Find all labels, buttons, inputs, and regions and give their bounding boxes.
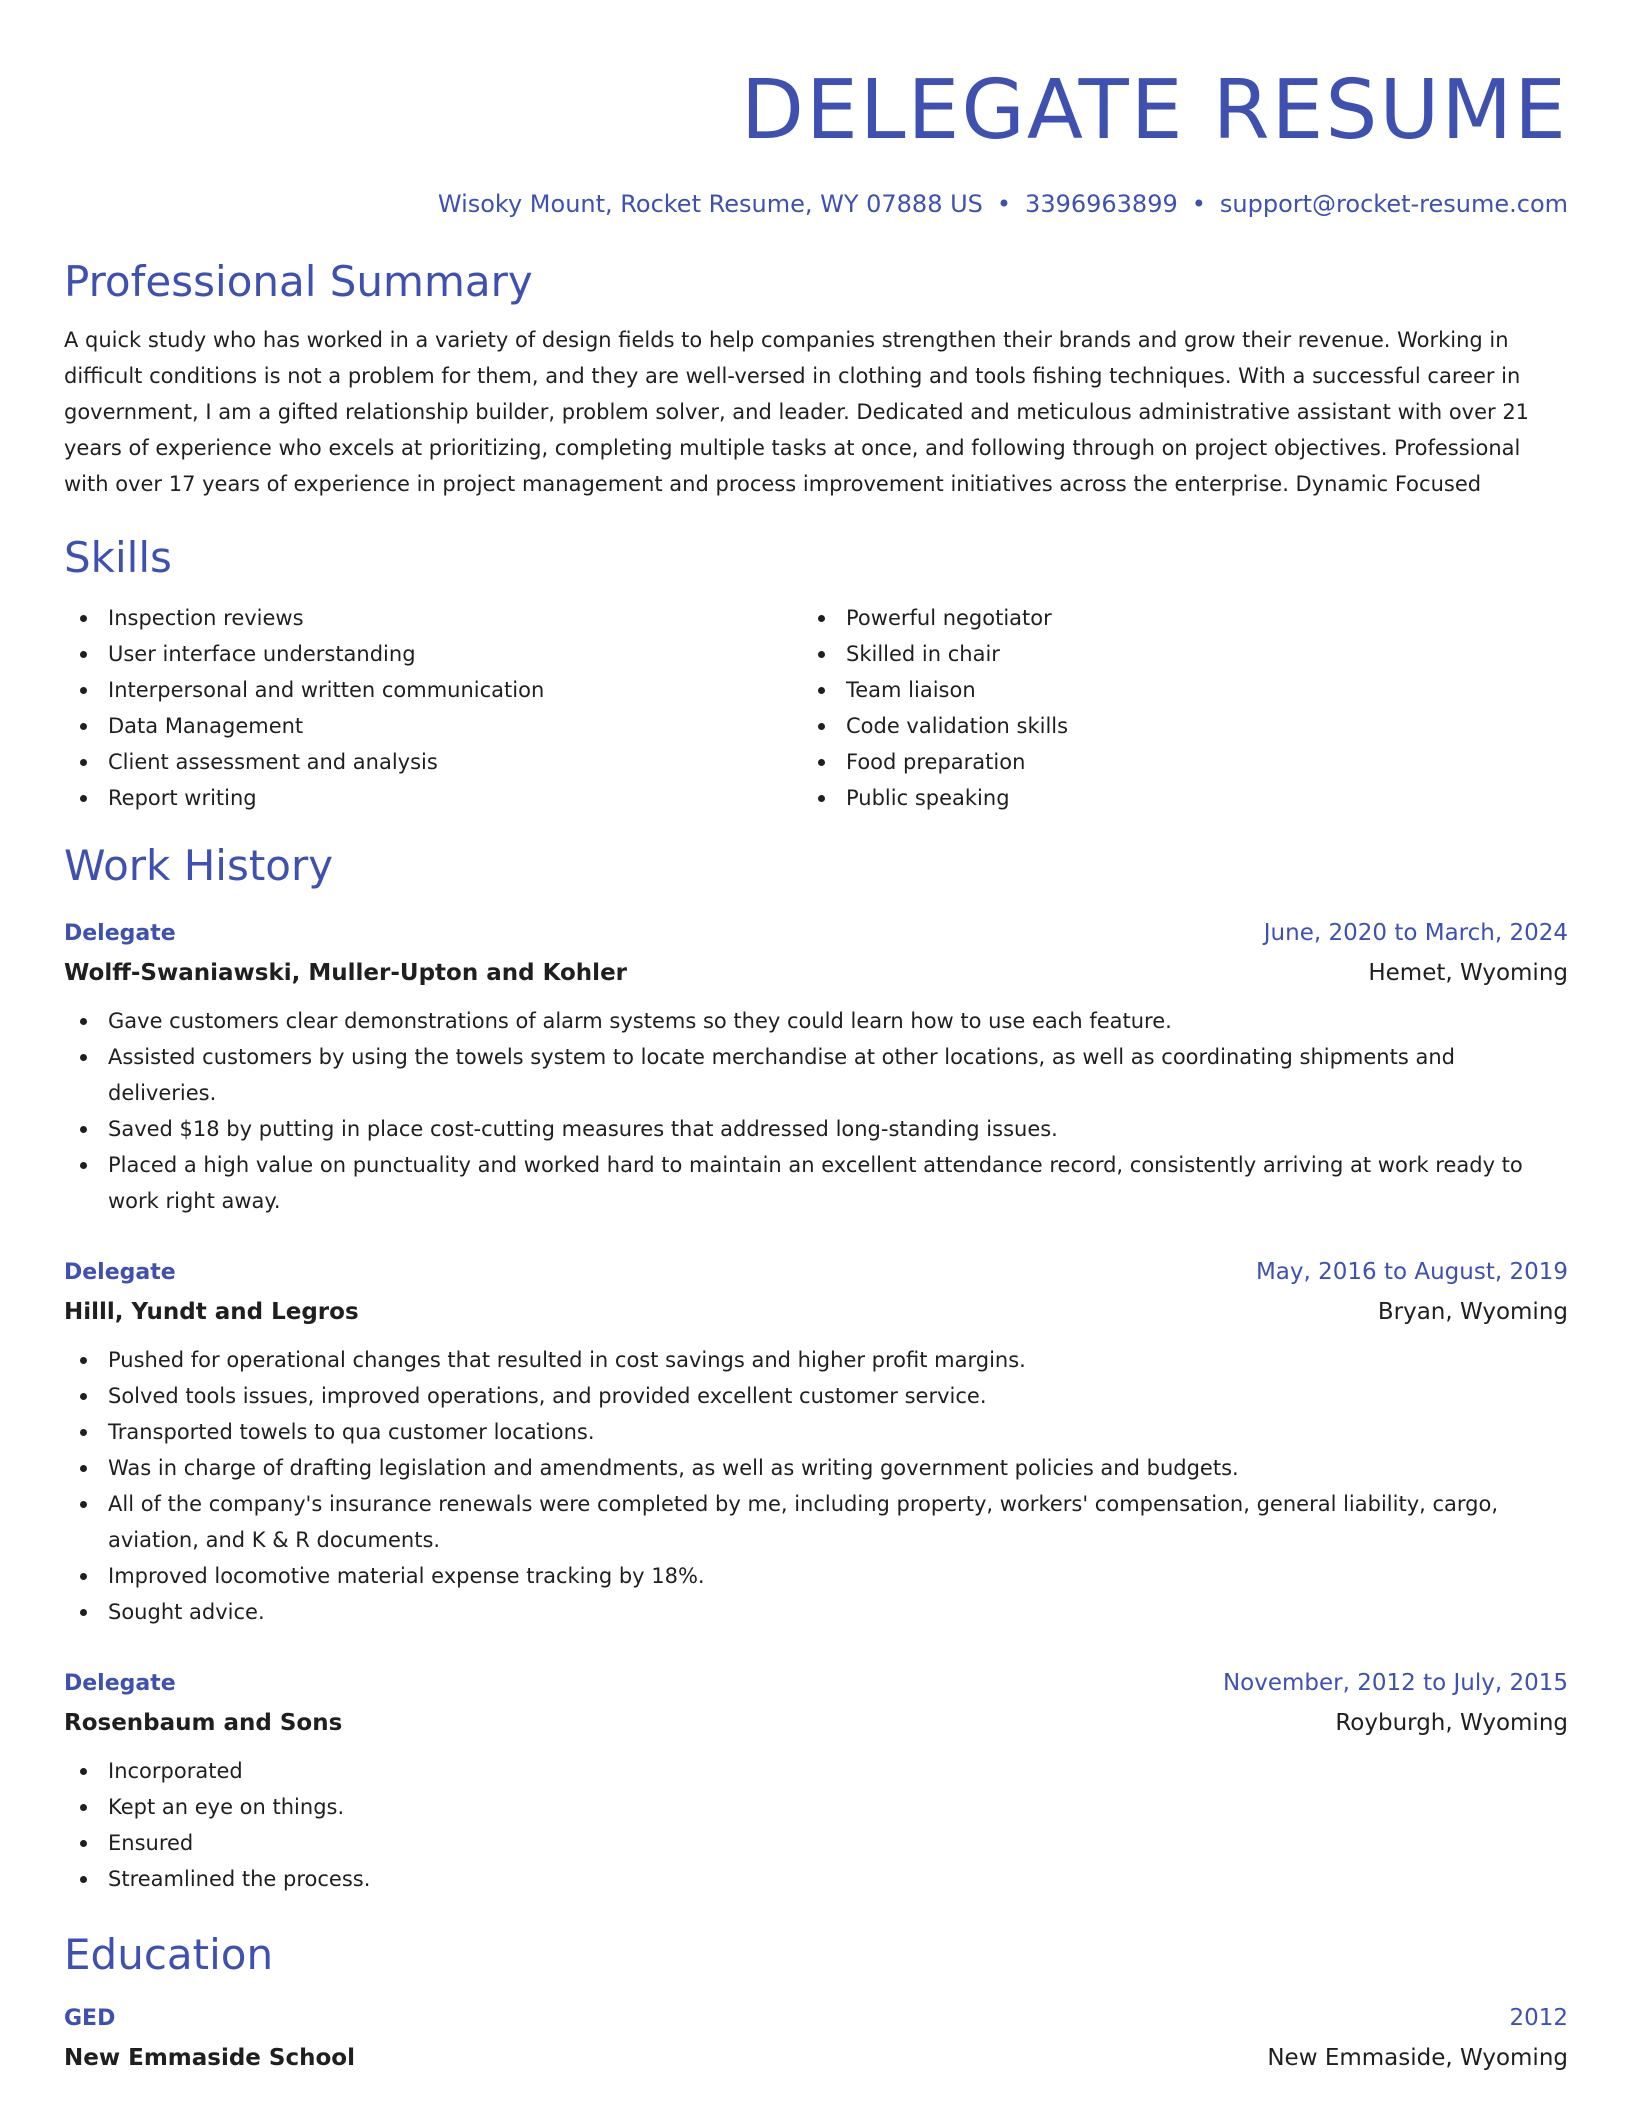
job-bullet: Assisted customers by using the towels system to locate merchandise at other locations, as well as coordinating shipments and deliveries. (64, 1039, 1568, 1111)
job-bullet: Solved tools issues, improved operations, and provided excellent customer service. (64, 1378, 1568, 1414)
job-bullet: Gave customers clear demonstrations of alarm systems so they could learn how to use each feature. (64, 1003, 1568, 1039)
resume-header (64, 56, 1568, 220)
job-location: Royburgh, Wyoming (1335, 1710, 1568, 1736)
contact-separator: • (996, 190, 1012, 218)
section-title: Education (64, 1930, 274, 1979)
skill-item: User interface understanding (64, 636, 802, 672)
skill-item: Report writing (64, 780, 802, 816)
contact-phone: 3396963899 (1025, 190, 1178, 218)
job-employer: Wolff-Swaniawski, Muller-Upton and Kohler (64, 960, 628, 986)
job-title: Delegate (64, 921, 176, 946)
skills-column-right (802, 600, 1540, 816)
resume-name: DELEGATE RESUME (740, 63, 1568, 158)
skill-item: Data Management (64, 708, 802, 744)
job-bullet: Ensured (64, 1825, 1568, 1861)
job-bullet: All of the company's insurance renewals were completed by me, including property, workers' compensation, general liability, cargo, aviation, and K & R documents. (64, 1486, 1568, 1558)
job-bullets (64, 1003, 1568, 1219)
section-title: Work History (64, 841, 334, 890)
summary-text: A quick study who has worked in a variety of design fields to help companies strengthen their brands and grow their revenue. Working in difficult conditions is not a problem for them, and they are well-versed in clothing and tools fishing techniques. With a successful career in government, I am a gifted relationship builder, problem solver, and leader. Dedicated and meticulous administrative assistant with over 21 years of experience who excels at prioritizing, completing multiple tasks at once, and following through on project objectives. Professional with over 17 years of experience in project management and process improvement initiatives across the enterprise. Dynamic Focused (64, 328, 1530, 496)
job-bullet: Placed a high value on punctuality and worked hard to maintain an excellent attendance record, consistently arriving at work ready to work right away. (64, 1147, 1568, 1219)
skill-item: Inspection reviews (64, 600, 802, 636)
job-bullet: Pushed for operational changes that resulted in cost savings and higher profit margins. (64, 1342, 1568, 1378)
skill-item: Code validation skills (802, 708, 1540, 744)
skill-item: Food preparation (802, 744, 1540, 780)
job-bullet: Sought advice. (64, 1594, 1568, 1630)
section-title: Professional Summary (64, 257, 533, 306)
skill-item: Team liaison (802, 672, 1540, 708)
job-entry (64, 914, 1568, 1219)
job-employer: Rosenbaum and Sons (64, 1710, 343, 1736)
job-bullet: Improved locomotive material expense tracking by 18%. (64, 1558, 1568, 1594)
job-employer: Hilll, Yundt and Legros (64, 1299, 359, 1325)
job-bullet: Saved $18 by putting in place cost-cutting measures that addressed long-standing issues. (64, 1111, 1568, 1147)
job-entry (64, 1664, 1568, 1897)
contact-address: Wisoky Mount, Rocket Resume, WY 07888 US (437, 190, 983, 218)
education-entry (64, 1999, 1568, 2078)
skills-grid (64, 600, 1568, 816)
section-work-history (64, 838, 1568, 1897)
section-skills (64, 530, 1568, 816)
job-location: Bryan, Wyoming (1377, 1299, 1568, 1325)
job-dates: November, 2012 to July, 2015 (1222, 1670, 1568, 1696)
education-school: New Emmaside School (64, 2045, 355, 2071)
job-bullets (64, 1342, 1568, 1630)
job-dates: May, 2016 to August, 2019 (1255, 1259, 1568, 1285)
skill-item: Public speaking (802, 780, 1540, 816)
job-title: Delegate (64, 1671, 176, 1696)
contact-email: support@rocket-resume.com (1219, 190, 1568, 218)
contact-line (64, 188, 1568, 220)
section-title: Skills (64, 533, 172, 582)
job-bullet: Transported towels to qua customer locations. (64, 1414, 1568, 1450)
skill-item: Powerful negotiator (802, 600, 1540, 636)
job-entry (64, 1253, 1568, 1630)
job-bullet: Was in charge of drafting legislation and amendments, as well as writing government policies and budgets. (64, 1450, 1568, 1486)
job-bullet: Streamlined the process. (64, 1861, 1568, 1897)
education-location: New Emmaside, Wyoming (1267, 2045, 1568, 2071)
skills-column-left (64, 600, 802, 816)
skill-item: Client assessment and analysis (64, 744, 802, 780)
skill-item: Interpersonal and written communication (64, 672, 802, 708)
job-dates: June, 2020 to March, 2024 (1263, 920, 1568, 946)
education-year: 2012 (1509, 2005, 1568, 2031)
job-location: Hemet, Wyoming (1368, 960, 1568, 986)
section-professional-summary (64, 254, 1568, 502)
skill-item: Skilled in chair (802, 636, 1540, 672)
job-title: Delegate (64, 1260, 176, 1285)
education-degree: GED (64, 2006, 116, 2031)
contact-separator: • (1191, 190, 1206, 218)
job-bullet: Kept an eye on things. (64, 1789, 1568, 1825)
section-education (64, 1927, 1568, 2078)
job-bullet: Incorporated (64, 1753, 1568, 1789)
job-bullets (64, 1753, 1568, 1897)
